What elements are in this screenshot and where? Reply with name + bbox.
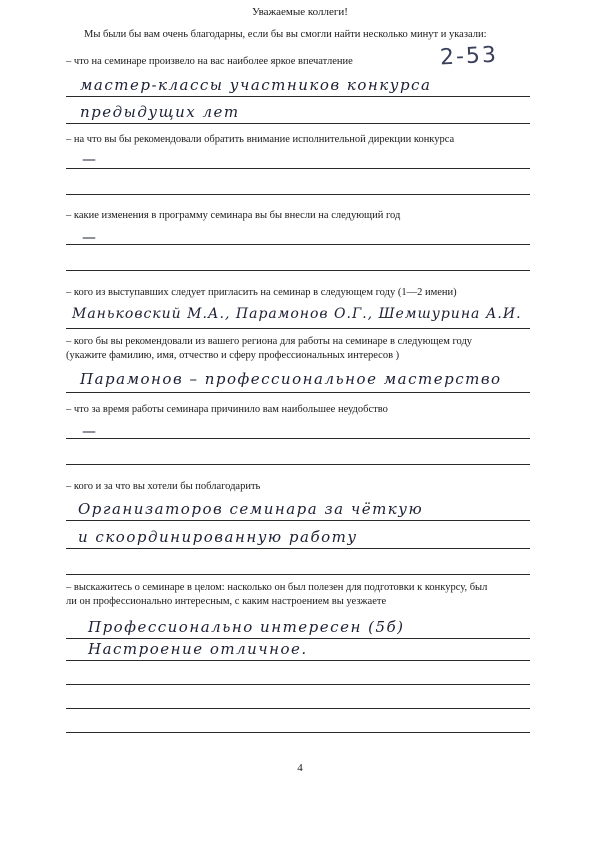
answer-1-line-1: мастер-классы участников конкурса [80, 76, 432, 94]
intro-text: Мы были бы вам очень благодарны, если бы вы смогли найти несколько минут и указали: [84, 29, 487, 40]
answer-line [66, 270, 530, 271]
page-number: 4 [297, 762, 303, 774]
page-title: Уважаемые коллеги! [252, 6, 348, 18]
answer-5-line-1: Парамонов – профессиональное мастерство [80, 370, 502, 388]
answer-line [66, 168, 530, 169]
question-5-prompt: – кого бы вы рекомендовали из вашего региона для работы на семинаре в следующем году [66, 336, 473, 347]
question-3-prompt: – какие изменения в программу семинара вы бы внесли на следующий год [66, 210, 401, 221]
answer-7-line-2: и скоординированную работу [78, 528, 358, 546]
answer-7-line-1: Организаторов семинара за чёткую [78, 500, 424, 518]
answer-line [66, 123, 530, 124]
answer-line [66, 638, 530, 639]
answer-line [66, 548, 530, 549]
answer-1-line-2: предыдущих лет [80, 103, 240, 121]
answer-line [66, 708, 530, 709]
answer-line [66, 392, 530, 393]
answer-4-line-1: Маньковский М.А., Парамонов О.Г., Шемшурина А.И. [72, 306, 522, 322]
answer-8-line-2: Настроение отличное. [88, 640, 308, 658]
answer-line [66, 328, 530, 329]
question-8-prompt-cont: ли он профессионально интересным, с каким настроением вы уезжаете [66, 596, 387, 607]
answer-line [66, 96, 530, 97]
answer-6-dash: — [82, 424, 96, 440]
question-7-prompt: – кого и за что вы хотели бы поблагодарить [66, 481, 261, 492]
handwritten-code: 2-53 [439, 42, 499, 71]
question-6-prompt: – что за время работы семинара причинило вам наибольшее неудобство [66, 404, 388, 415]
answer-line [66, 244, 530, 245]
answer-line [66, 684, 530, 685]
answer-line [66, 660, 530, 661]
answer-line [66, 732, 530, 733]
answer-line [66, 464, 530, 465]
question-4-prompt: – кого из выступавших следует пригласить на семинар в следующем году (1—2 имени) [66, 287, 457, 298]
answer-line [66, 574, 530, 575]
answer-line [66, 194, 530, 195]
question-1-prompt: – что на семинаре произвело на вас наиболее яркое впечатление [66, 56, 353, 67]
answer-line [66, 520, 530, 521]
question-8-prompt: – выскажитесь о семинаре в целом: насколько он был полезен для подготовки к конкурсу, был [66, 582, 488, 593]
question-5-prompt-cont: (укажите фамилию, имя, отчество и сферу профессиональных интересов ) [66, 350, 400, 361]
question-2-prompt: – на что вы бы рекомендовали обратить внимание исполнительной дирекции конкурса [66, 134, 455, 145]
answer-3-dash: — [82, 230, 96, 246]
answer-2-dash: — [82, 152, 96, 168]
answer-line [66, 438, 530, 439]
answer-8-line-1: Профессионально интересен (5б) [88, 618, 405, 636]
